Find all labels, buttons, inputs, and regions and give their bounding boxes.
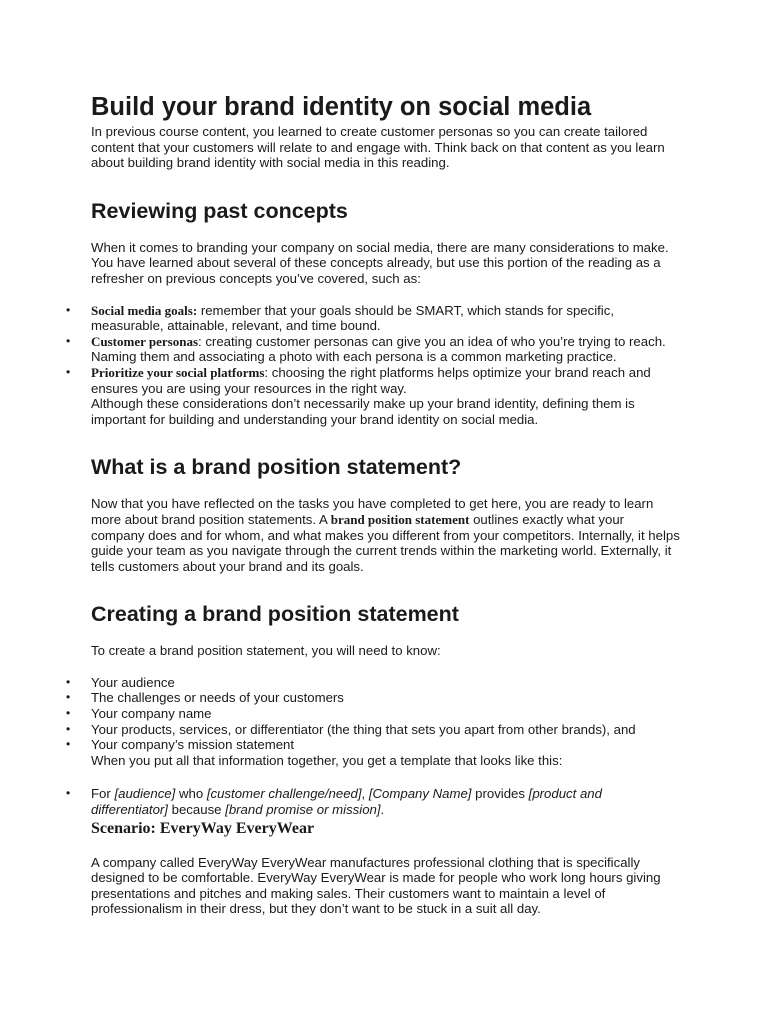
bullet-text: remember that your goals should be SMART, which stands for specific, measurable, attainable, relevant, and time bound. bbox=[91, 302, 614, 334]
heading-brand-position-statement: What is a brand position statement? bbox=[91, 455, 462, 480]
template-placeholder: [Company Name] bbox=[368, 786, 472, 802]
list-item: • Your audience bbox=[91, 675, 681, 691]
considerations-paragraph: Although these considerations don’t necessarily make up your brand identity, defining them is important for building and understanding your brand identity on social media. bbox=[91, 396, 635, 427]
bullet-term: Social media goals: bbox=[91, 302, 198, 318]
list-item: • The challenges or needs of your customers bbox=[91, 690, 681, 706]
heading-creating-statement: Creating a brand position statement bbox=[91, 602, 459, 627]
heading-reviewing-past-concepts: Reviewing past concepts bbox=[91, 198, 348, 223]
scenario-paragraph: A company called EveryWay EveryWear manufactures professional clothing that is specifically designed to be comfortable. EveryWay EveryWear is made for people who work long hours giving presentations and pitches and making sales. Their customers want to maintain a level of professionalism in their dress, but they don’t want to be stuck in a suit all day. bbox=[91, 854, 661, 917]
concepts-list bbox=[91, 303, 681, 397]
template-text: provides bbox=[471, 786, 529, 802]
para-text: Now that you have reflected on the tasks you have completed to get here, you are ready to learn more about brand position statements. A bbox=[91, 496, 654, 527]
page-title: Build your brand identity on social media bbox=[91, 93, 592, 121]
brand-position-paragraph bbox=[91, 496, 681, 574]
scenario-heading: Scenario: EveryWay EveryWear bbox=[91, 819, 315, 837]
para-text: outlines exactly what your company does and for whom, and what makes you different from your competitors. Internally, it helps guide your team as you navigate through the current trends within the marketing world. Externally, it tells customers about your brand and its goals. bbox=[91, 511, 680, 574]
template-placeholder: [audience] bbox=[114, 786, 176, 802]
list-item: • Your products, services, or differentiator (the thing that sets you apart from other brands), and bbox=[91, 722, 681, 738]
template-text: , bbox=[361, 786, 369, 802]
template-text: For bbox=[91, 786, 115, 802]
list-item bbox=[91, 365, 681, 396]
requirements-list bbox=[91, 675, 681, 753]
bullet-term: Prioritize your social platforms bbox=[91, 364, 265, 380]
template-item bbox=[91, 786, 681, 817]
template-placeholder: [brand promise or mission] bbox=[225, 802, 381, 818]
document-page bbox=[91, 92, 681, 917]
list-item: • Your company name bbox=[91, 706, 681, 722]
intro-paragraph: In previous course content, you learned to create customer personas so you can create tailored content that your customers will relate to and engage with. Think back on that content as you learn about building brand identity with social media in this reading. bbox=[91, 124, 665, 171]
para-term: brand position statement bbox=[330, 511, 470, 527]
creating-paragraph: To create a brand position statement, you will need to know: bbox=[91, 643, 441, 659]
template-text: because bbox=[167, 802, 226, 818]
list-item bbox=[91, 334, 681, 365]
reviewing-paragraph: When it comes to branding your company on social media, there are many considerations to make. You have learned about several of these concepts already, but use this portion of the reading as a refresher on previous concepts you’ve covered, such as: bbox=[91, 239, 669, 286]
bullet-text: : creating customer personas can give you an idea of who you’re trying to reach. Naming them and associating a photo with each persona is a common marketing practice. bbox=[91, 333, 666, 365]
template-intro-paragraph: When you put all that information together, you get a template that looks like this: bbox=[91, 752, 563, 768]
list-item: • Your company’s mission statement bbox=[91, 737, 681, 753]
list-item bbox=[91, 303, 681, 334]
template-placeholder: [customer challenge/need] bbox=[206, 786, 362, 802]
bullet-term: Customer personas bbox=[91, 333, 199, 349]
bullet-text: : choosing the right platforms helps optimize your brand reach and ensures you are using your resources in the right way. bbox=[91, 364, 651, 396]
template-text: . bbox=[380, 802, 385, 818]
template-placeholder: [product and differentiator] bbox=[91, 786, 602, 818]
template-list bbox=[91, 786, 681, 817]
template-text: who bbox=[175, 786, 207, 802]
